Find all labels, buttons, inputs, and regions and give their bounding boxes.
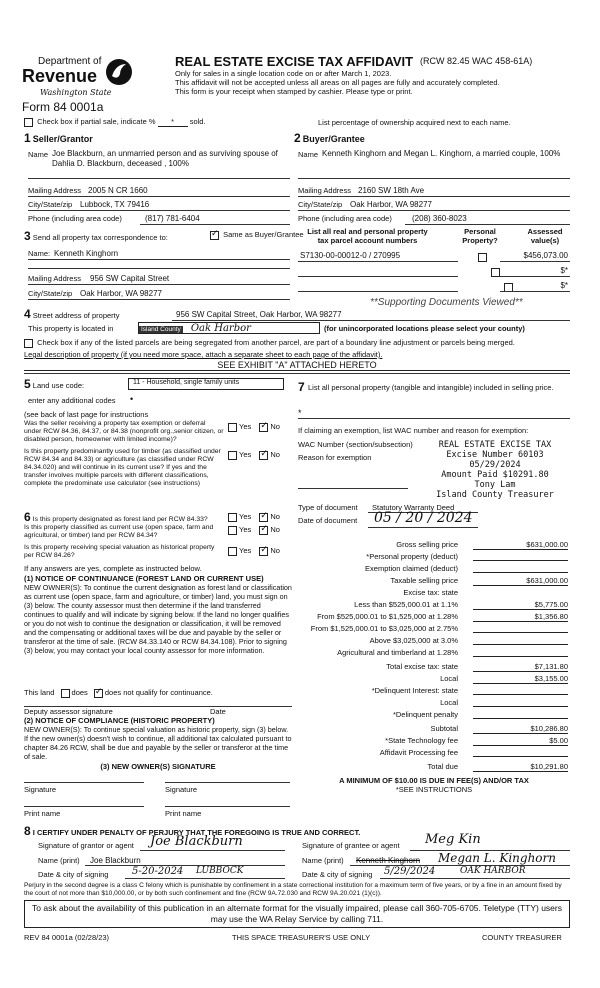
grantor-date-label: Date & city of signing	[38, 870, 109, 879]
grantee-date-label: Date & city of signing	[302, 870, 373, 879]
s6-if-yes: If any answers are yes, complete as instructed below.	[24, 564, 202, 573]
dept-line2: Revenue	[22, 66, 98, 86]
grantee-name-struck: Kenneth Kinghorn	[356, 856, 421, 865]
s6-q1: Is this property designated as forest land per RCW 84.33?	[32, 516, 208, 523]
supporting-docs: **Supporting Documents Viewed**	[370, 297, 523, 308]
land-use-q1: Was the seller receiving a property tax exemption or deferral under RCW 84.36, 84.37, or 84.38 (nonprofit org.,senior citizen, or disabled person, homeowner with limited income)?	[24, 420, 224, 443]
assessed-value-3[interactable]: $*	[560, 281, 568, 290]
owner-print-label-2: Print name	[165, 809, 202, 818]
section8-number: 8	[24, 824, 31, 838]
land-use-heading	[24, 377, 84, 391]
tax-label: Above $3,025,000 at 3.0%	[369, 636, 458, 645]
personal-checkbox-1[interactable]	[478, 253, 487, 262]
personal-checkbox-2[interactable]	[491, 268, 500, 277]
buyer-mailing-label: Mailing Address	[298, 186, 351, 195]
additional-codes[interactable]: •	[130, 394, 134, 404]
section7-number: 7	[298, 380, 305, 394]
tax-value[interactable]: $5.00	[473, 736, 568, 746]
tax-label: Exemption claimed (deduct)	[365, 564, 458, 573]
no-label: No	[270, 422, 280, 431]
see-back-note: (see back of last page for instructions	[24, 410, 149, 419]
perjury-notice	[24, 882, 570, 898]
notice1-body: NEW OWNER(S): To continue the current designation as forest land or classification as current use (open space, farm and agriculture, or timber) land, you must sign on (3) below. The county assessor must then determine if the land transferred continues to qualify and will indicate by signing below. If the land no longer qualifies or you do not wish to continue the designation or classification, it will be removed and the compensating or additional taxes will be due and payable by the seller or transferor at the time of sale. (RCW 84.33.140 or RCW 84.34.108). Prior to signing (3) below, you may contact your local county assessor for more information.	[24, 583, 292, 655]
form-number: Form 84 0001a	[22, 100, 104, 114]
this-land-label: This land	[24, 688, 55, 697]
partial-sale-row	[24, 117, 206, 127]
tax-label: Affidavit Processing fee	[379, 748, 458, 757]
land-use-section-number: 5	[24, 377, 31, 391]
s6-q3-no[interactable]	[259, 547, 268, 556]
same-as-buyer-checkbox[interactable]	[210, 231, 219, 240]
stamp-line2: Excise Number 60103	[446, 450, 544, 460]
stamp-line5: Tony Lam	[474, 480, 516, 490]
grantee-sig-label: Signature of grantee or agent	[302, 841, 400, 850]
land-use-q2-yes[interactable]	[228, 451, 237, 460]
property-address[interactable]: 956 SW Capital Street, Oak Harbor, WA 98277	[176, 310, 342, 319]
yes-label: Yes	[239, 512, 252, 521]
land-use-q2-no[interactable]	[259, 451, 268, 460]
located-label: This property is located in	[28, 324, 114, 333]
does-not-checkbox[interactable]	[94, 689, 103, 698]
grantee-signature[interactable]: Meg Kin	[425, 832, 481, 847]
grantee-name[interactable]: Megan L. Kinghorn	[438, 851, 556, 865]
land-use-label: Land use code:	[32, 381, 85, 390]
tax-value[interactable]	[473, 710, 568, 719]
owner-sig-label-2: Signature	[165, 785, 198, 794]
new-owner-sig-title: (3) NEW OWNER(S) SIGNATURE	[100, 762, 216, 771]
tax-value[interactable]	[473, 636, 568, 645]
s6-q2-answers	[228, 525, 280, 535]
partial-sale-value[interactable]: *	[158, 117, 188, 127]
yes-label: Yes	[239, 422, 252, 431]
seller-phone-label: Phone (including area code)	[28, 214, 122, 223]
s6-q2-yes[interactable]	[228, 526, 237, 535]
doc-type[interactable]: Statutory Warranty Deed	[372, 503, 455, 512]
section6-number: 6	[24, 510, 31, 524]
title-ref: (RCW 82.45 WAC 458-61A)	[420, 56, 533, 66]
city-value: Oak Harbor	[190, 323, 251, 334]
notice2-body: NEW OWNER(S): To continue special valuation as historic property, sign (3) below. If the new owner(s) doesn't wish to continue, all additional tax calculated pursuant to chapter 84.26 RCW, shall be due and payable by the seller or transferor at the time of sale.	[24, 725, 292, 761]
tax-value[interactable]: $1,356.80	[473, 612, 568, 622]
tax-label: *Personal property (deduct)	[366, 552, 458, 561]
buyer-mailing[interactable]: 2160 SW 18th Ave	[358, 186, 425, 195]
grantee-city[interactable]: OAK HARBOR	[460, 866, 526, 876]
buyer-name-label: Name	[298, 150, 319, 159]
this-land-row	[24, 688, 213, 698]
tax-label: From $525,000.01 to $1,525,000 at 1.28%	[317, 612, 458, 621]
buyer-heading	[294, 131, 365, 145]
tax-label: Gross selling price	[396, 540, 458, 549]
seller-mailing[interactable]: 2005 N CR 1660	[88, 186, 148, 195]
land-use-q2: Is this property predominantly used for timber (as classified under RCW 84.34 and 84.33) or agriculture (as classified under RCW 84.34.020) and will continue in its current use? If yes and the transfer involves multiple parcels with different classifications, complete the predominate use calculator (see instructions)	[24, 448, 221, 487]
tax-label: Subtotal	[430, 724, 458, 733]
tax-value[interactable]	[473, 698, 568, 707]
s6-q3-yes[interactable]	[228, 547, 237, 556]
header-note1: Only for sales in a single location code on or after March 1, 2023.	[175, 69, 392, 78]
ownership-note: List percentage of ownership acquired next to each name.	[318, 118, 511, 127]
corr-name-label: Name:	[28, 249, 51, 258]
legal-description[interactable]: SEE EXHIBIT "A" ATTACHED HERETO	[24, 360, 570, 371]
corr-city[interactable]: Oak Harbor, WA 98277	[80, 289, 162, 298]
does-label: does	[71, 688, 88, 697]
tax-value[interactable]: $10,291.80	[473, 762, 568, 772]
land-use-select[interactable]: 11 - Household, single family units	[128, 378, 284, 390]
personal-col-header: Personal Property?	[462, 227, 498, 245]
seller-mailing-label: Mailing Address	[28, 186, 81, 195]
grantor-city[interactable]: LUBBOCK	[196, 866, 244, 876]
wac-label: WAC Number (section/subsection)	[298, 440, 413, 449]
tax-label: Total due	[427, 762, 458, 771]
page-title: REAL ESTATE EXCISE TAX AFFIDAVIT	[175, 54, 414, 69]
same-as-buyer	[210, 230, 304, 240]
no-label: No	[270, 525, 280, 534]
grantor-signature[interactable]: Joe Blackburn	[150, 834, 243, 849]
tax-label: Agricultural and timberland at 1.28%	[337, 648, 458, 657]
no-label: No	[270, 546, 280, 555]
buyer-city[interactable]: Oak Harbor, WA 98277	[350, 200, 432, 209]
exemption-label: If claiming an exemption, list WAC number and reason for exemption:	[298, 426, 529, 435]
seller-heading	[24, 131, 93, 145]
grantee-date[interactable]: 5/29/2024	[384, 866, 436, 877]
footer-county-treasurer: COUNTY TREASURER	[482, 933, 562, 942]
additional-codes-label: enter any additional codes	[28, 396, 116, 405]
no-label: No	[270, 450, 280, 459]
unincorporated-note: (for unincorporated locations please select your county)	[324, 324, 525, 333]
doc-date-label: Date of document	[298, 516, 358, 525]
dor-logo-icon	[104, 56, 134, 88]
seller-name-label: Name	[28, 150, 49, 159]
tax-value[interactable]	[473, 552, 568, 561]
grantee-name-label: Name (print)	[302, 856, 344, 865]
land-use-q1-answers	[228, 422, 280, 432]
property-heading	[24, 307, 120, 321]
legal-label: Legal description of property (if you need more space, attach a separate sheet to each page of the affidavit).	[24, 350, 383, 359]
stamp-line6: Island County Treasurer	[436, 490, 554, 500]
buyer-phone[interactable]: (208) 360-8023	[412, 214, 467, 223]
corr-city-label: City/State/zip	[28, 289, 73, 298]
tax-label: Less than $525,000.01 at 1.1%	[354, 600, 458, 609]
seller-phone[interactable]: (817) 781-6404	[145, 214, 200, 223]
segregated-row	[24, 338, 515, 348]
stamp-line4: Amount Paid $10291.80	[441, 470, 549, 480]
header-note2: This affidavit will not be accepted unless all areas on all pages are fully and accurately completed.	[175, 78, 500, 87]
tax-value[interactable]: $631,000.00	[473, 576, 568, 586]
tax-value[interactable]: $5,775.00	[473, 600, 568, 610]
alt-format-text: To ask about the availability of this publication in an alternate format for the visually impaired, please call 360-705-6705. Teletype (TTY) users may use the WA Relay Service by calling 711.	[32, 903, 562, 924]
s6-q2: Is this property classified as current use (open space, farm and agricultural, or timber) land per RCW 84.34?	[24, 524, 214, 539]
seller-city[interactable]: Lubbock, TX 79416	[80, 200, 150, 209]
partial-sale-sold: sold.	[189, 117, 206, 126]
tax-value[interactable]: $631,000.00	[473, 540, 568, 550]
assessed-col-header: Assessed value(s)	[527, 227, 563, 245]
buyer-heading-label: Buyer/Grantee	[302, 134, 365, 144]
s6-q1-no[interactable]	[259, 513, 268, 522]
stamp-line1: REAL ESTATE EXCISE TAX	[438, 440, 552, 450]
tax-value[interactable]	[473, 648, 568, 657]
parcel-number-1[interactable]: S7130-00-00012-0 / 270995	[300, 251, 401, 260]
buyer-name[interactable]: Kenneth Kinghorn and Megan L. Kinghorn, a married couple, 100%	[322, 149, 561, 158]
perjury-text: Perjury in the second degree is a class C felony which is punishable by confinement in a state correctional institution for a maximum term of five years, or by a fine in an amount fixed by the court of not more than $10,000.00, or by both such confinement and fine (RCW 9A.72.030 and RCW 9A.20.021 (1)(c)).	[24, 882, 562, 897]
yes-label: Yes	[239, 525, 252, 534]
no-label: No	[270, 512, 280, 521]
s6-q1-row	[24, 510, 208, 524]
tax-value[interactable]: $7,131.80	[473, 662, 568, 672]
seller-section-number: 1	[24, 131, 31, 145]
county-value: Island County	[141, 326, 181, 333]
grantor-date[interactable]: 5-20-2024	[132, 866, 184, 877]
tax-value[interactable]: $10,286.80	[473, 724, 568, 734]
owner-print-label-1: Print name	[24, 809, 61, 818]
grantor-sig-label: Signature of grantor or agent	[38, 841, 134, 850]
correspondence-label: Send all property tax correspondence to:	[32, 233, 168, 242]
section7-heading	[298, 380, 305, 394]
seller-heading-label: Seller/Grantor	[32, 134, 93, 144]
owner-sig-label-1: Signature	[24, 785, 57, 794]
footer-treasurer-use: THIS SPACE TREASURER'S USE ONLY	[232, 933, 371, 942]
assessed-value-2[interactable]: $*	[560, 266, 568, 275]
grantor-name-label: Name (print)	[38, 856, 80, 865]
tax-label: Total excise tax: state	[386, 662, 458, 671]
buyer-section-number: 2	[294, 131, 301, 145]
stamp-line3: 05/29/2024	[469, 460, 521, 470]
s6-q1-answers	[228, 512, 280, 522]
yes-label: Yes	[239, 546, 252, 555]
partial-sale-label: Check box if partial sale, indicate %	[37, 117, 156, 126]
doc-type-label: Type of document	[298, 503, 358, 512]
reason-label: Reason for exemption	[298, 453, 372, 462]
corr-mailing-label: Mailing Address	[28, 274, 81, 283]
notice2-title: (2) NOTICE OF COMPLIANCE (HISTORIC PROPERTY)	[24, 716, 215, 725]
tax-value[interactable]: $3,155.00	[473, 674, 568, 684]
treasurer-stamp	[420, 440, 570, 500]
segregated-checkbox[interactable]	[24, 339, 33, 348]
see-instructions: *SEE INSTRUCTIONS	[395, 785, 473, 794]
grantor-name[interactable]: Joe Blackburn	[90, 856, 141, 865]
tax-value[interactable]	[473, 564, 568, 573]
correspondence-heading	[24, 229, 168, 243]
deputy-date-label: Date	[210, 707, 226, 716]
alt-format-box	[24, 900, 570, 928]
certify-text: I CERTIFY UNDER PENALTY OF PERJURY THAT THE FOREGOING IS TRUE AND CORRECT.	[32, 828, 361, 837]
s6-q3: Is this property receiving special valuation as historical property per RCW 84.26?	[24, 544, 215, 559]
tax-label: Local	[440, 698, 458, 707]
s6-q3-answers	[228, 546, 280, 556]
personal-property-value[interactable]: *	[298, 408, 302, 418]
parcel-col-header: List all real and personal property tax parcel account numbers	[307, 227, 428, 245]
section7-label: List all personal property (tangible and intangible) included in selling price.	[308, 383, 554, 392]
tax-value[interactable]	[473, 624, 568, 633]
dept-line1: Department of	[38, 56, 102, 67]
county-select[interactable]	[138, 322, 320, 334]
seller-city-label: City/State/zip	[28, 200, 73, 209]
buyer-city-label: City/State/zip	[298, 200, 343, 209]
does-checkbox[interactable]	[61, 689, 70, 698]
does-not-label: does not qualify for continuance.	[104, 688, 213, 697]
land-use-q1-yes[interactable]	[228, 423, 237, 432]
land-use-q2-answers	[228, 450, 280, 460]
property-address-label: Street address of property	[32, 311, 120, 320]
correspondence-section-number: 3	[24, 229, 31, 243]
yes-label: Yes	[239, 450, 252, 459]
deputy-signature-label: Deputy assessor signature	[24, 707, 113, 716]
corr-name[interactable]: Kenneth Kinghorn	[54, 249, 119, 258]
tax-value[interactable]	[473, 748, 568, 757]
tax-label: *State Technology fee	[385, 736, 458, 745]
same-as-buyer-label: Same as Buyer/Grantee	[223, 230, 304, 239]
partial-sale-checkbox[interactable]	[24, 118, 33, 127]
tax-label: From $1,525,000.01 to $3,025,000 at 2.75%	[310, 624, 458, 633]
doc-date[interactable]: 05 / 20 / 2024	[374, 510, 473, 526]
header-note3: This form is your receipt when stamped by cashier. Please type or print.	[175, 87, 413, 96]
segregated-label: Check box if any of the listed parcels are being segregated from another parcel, are part of a boundary line adjustment or parcels being merged.	[37, 338, 515, 347]
tax-label: Local	[440, 674, 458, 683]
footer-rev: REV 84 0001a (02/28/23)	[24, 933, 110, 942]
tax-label: *Delinquent Interest: state	[371, 686, 458, 695]
tax-label: Taxable selling price	[390, 576, 458, 585]
dept-line3: Washington State	[40, 88, 112, 97]
s6-q2-no[interactable]	[259, 526, 268, 535]
minimum-due-note: A MINIMUM OF $10.00 IS DUE IN FEE(S) AND/OR TAX	[339, 776, 529, 785]
tax-value[interactable]	[473, 686, 568, 695]
buyer-phone-label: Phone (including area code)	[298, 214, 392, 223]
s6-q1-yes[interactable]	[228, 513, 237, 522]
property-section-number: 4	[24, 307, 31, 321]
notice1-title: (1) NOTICE OF CONTINUANCE (FOREST LAND OR CURRENT USE)	[24, 574, 264, 583]
land-use-q1-no[interactable]	[259, 423, 268, 432]
tax-label: *Delinquent penalty	[392, 710, 458, 719]
seller-name[interactable]: Joe Blackburn, an unmarried person and as surviving spouse of Dahlia D. Blackburn, deceased , 100%	[52, 149, 278, 168]
corr-mailing[interactable]: 956 SW Capital Street	[90, 274, 170, 283]
assessed-value-1[interactable]: $456,073.00	[523, 251, 568, 260]
tax-label: Excise tax: state	[403, 588, 458, 597]
